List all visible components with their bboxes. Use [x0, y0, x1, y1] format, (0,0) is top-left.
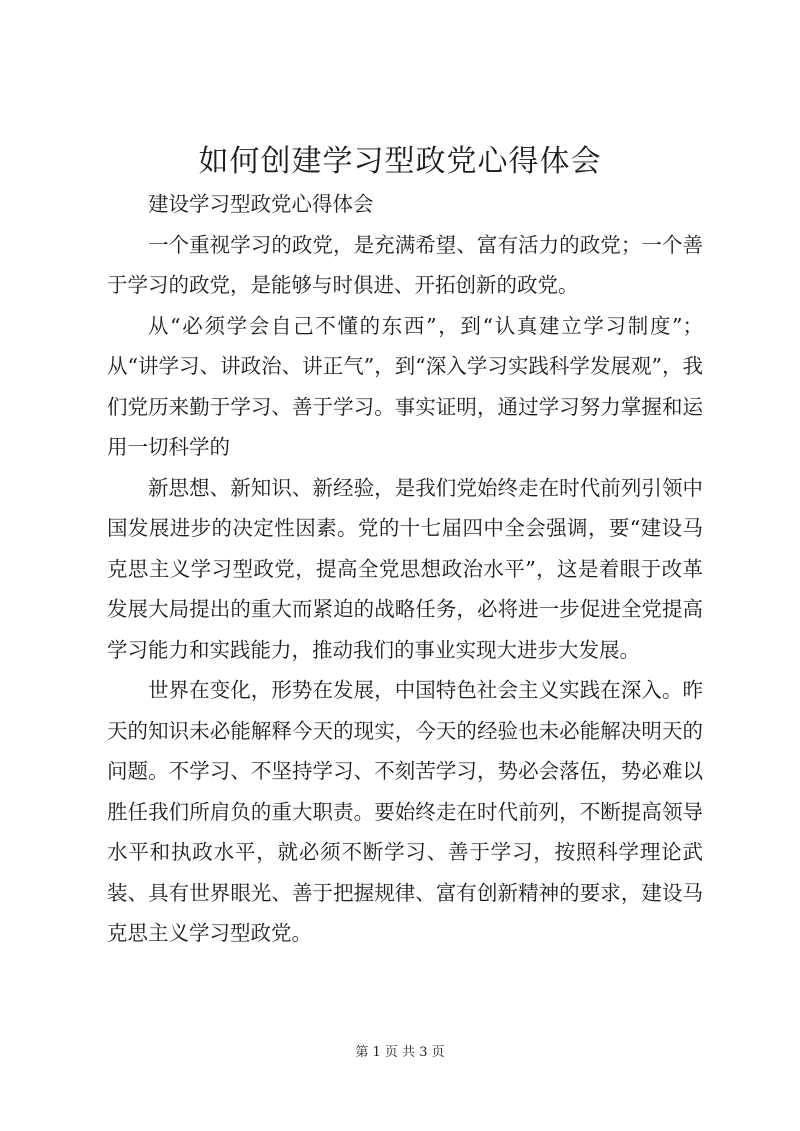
- document-title: 如何创建学习型政党心得体会: [198, 144, 602, 179]
- paragraph: 一个重视学习的政党，是充满希望、富有活力的政党；一个善于学习的政党，是能够与时俱进、开拓创新的政党。: [107, 232, 703, 297]
- paragraph: 新思想、新知识、新经验，是我们党始终走在时代前列引领中国发展进步的决定性因素。党的十七届四中全会强调，要“建设马克思主义学习型政党，提高全党思想政治水平”，这是着眼于改革发展大局提出的重大而紧迫的战略任务，必将进一步促进全党提高学习能力和实践能力，推动我们的事业实现大进步大发展。: [107, 475, 703, 662]
- page-footer: 第 1 页 共 3 页: [355, 1045, 445, 1060]
- paragraph: 从“必须学会自己不懂的东西”，到“认真建立学习制度”；从“讲学习、讲政治、讲正气”，到“深入学习实践科学发展观”，我们党历来勤于学习、善于学习。事实证明，通过学习努力掌握和运用一切科学的: [107, 313, 703, 459]
- document-body: [107, 184, 703, 954]
- paragraph-subtitle: 建设学习型政党心得体会: [148, 192, 374, 216]
- paragraph: 世界在变化，形势在发展，中国特色社会主义实践在深入。昨天的知识未必能解释今天的现实，今天的经验也未必能解决明天的问题。不学习、不坚持学习、不刻苦学习，势必会落伍，势必难以胜任我们所肩负的重大职责。要始终走在时代前列，不断提高领导水平和执政水平，就必须不断学习、善于学习，按照科学理论武装、具有世界眼光、善于把握规律、富有创新精神的要求，建设马克思主义学习型政党。: [107, 678, 703, 945]
